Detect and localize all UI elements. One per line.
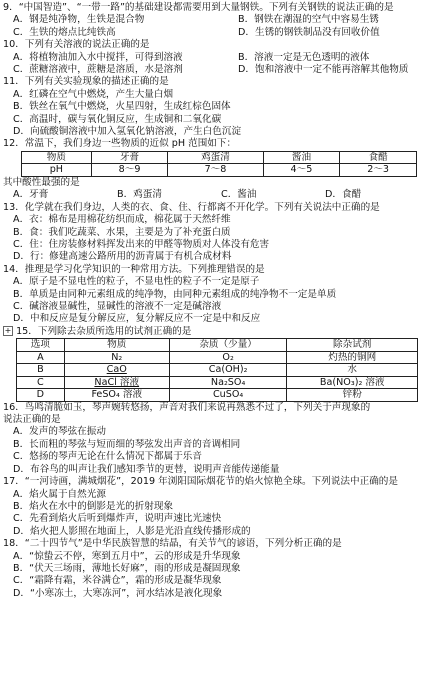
question-stem: 13．化学就在我们身边，人类的衣、食、住、行都离不开化学。下列有关说法中正确的是 (3, 201, 380, 213)
question-18 (3, 538, 443, 600)
option-c: C．蔗糖溶液中，蔗糖是溶质，水是溶剂 (13, 64, 183, 76)
impurity-table-cell: A (17, 351, 65, 364)
question-9 (3, 2, 443, 39)
ph-table-row (22, 164, 417, 177)
impurity-table-cell: Na₂SO₄ (169, 376, 287, 389)
impurity-table-header: 除杂试剂 (287, 339, 418, 352)
question-stem: 12．常温下，我们身边一些物质的近似 pH 范围如下： (3, 138, 237, 150)
impurity-table-header: 物质 (64, 339, 169, 352)
ph-table-header: 物质 (22, 151, 92, 164)
question-stem: 16．鸟鸣清脆如玉，琴声婉转悠扬，声音对我们来说再熟悉不过了，下列关于声现象的 (3, 401, 371, 413)
option-b: B．焰火在水中的倒影是光的折射现象 (13, 500, 174, 512)
question-stem: 9．“中国智造”、“一带一路”的基础建设都需要用到大量钢铁。下列有关钢铁的说法正确的是 (3, 2, 394, 13)
option-a: A．将植物油加入水中搅拌，可得到溶液 (13, 51, 183, 63)
option-c: C．碱溶液显碱性，显碱性的溶液不一定是碱溶液 (13, 300, 222, 312)
option-c: C．高温时，碳与氧化铜反应，生成铜和二氧化碳 (13, 113, 222, 125)
option-c: C．先看到焰火后听到爆炸声，说明声速比光速快 (13, 513, 222, 525)
question-stem: 10．下列有关溶液的说法正确的是 (3, 39, 150, 51)
option-b: B．长而粗的琴弦与短而细的琴弦发出声音的音调相同 (13, 438, 241, 450)
impurity-table-cell: D (17, 389, 65, 402)
option-d: D．行：修建高速公路所用的沥青属于有机合成材料 (13, 251, 232, 263)
ph-table-header: 鸡蛋清 (168, 151, 263, 164)
question-11 (3, 76, 443, 138)
option-b: B．鸡蛋清 (117, 189, 162, 201)
impurity-table-cell: CuSO₄ (169, 389, 287, 402)
question-sub-stem: 其中酸性最强的是 (3, 176, 80, 188)
question-stem: 18．“二十四节气”是中华民族智慧的结晶，有关节气的谚语，下列分析正确的是 (3, 538, 342, 550)
question-stem: 15．下列除去杂质所选用的试剂正确的是 (16, 325, 192, 337)
question-17 (3, 476, 443, 538)
question-13 (3, 202, 443, 264)
impurity-table-cell: Ba(NO₃)₂ 溶液 (287, 376, 418, 389)
impurity-table-header-row (17, 339, 418, 352)
question-12 (3, 138, 443, 201)
ph-table-cell: 7～8 (168, 164, 263, 177)
question-stem: 17．“一河诗画，满城烟花”，2019 年浏阳国际烟花节的焰火惊艳全球。下列说法中正确的是 (3, 476, 398, 488)
option-a: A．衣：棉布是用棉花纺织而成，棉花属于天然纤维 (13, 214, 231, 226)
impurity-table-row (17, 376, 418, 389)
option-a: A．钢是纯净物，生铁是混合物 (13, 14, 145, 26)
impurity-table-row (17, 364, 418, 377)
option-b: B．食：我们吃蔬菜、水果，主要是为了补充蛋白质 (13, 226, 231, 238)
option-d: D．焰火把人影照在地面上，人影是光沿直线传播形成的 (13, 525, 251, 537)
option-c: C．住：住房装修材料挥发出来的甲醛等物质对人体没有危害 (13, 238, 270, 250)
option-b: B．溶液一定是无色透明的液体 (238, 51, 370, 63)
impurity-table-cell: FeSO₄ 溶液 (64, 389, 169, 402)
impurity-table-header: 选项 (17, 339, 65, 352)
impurity-table-cell: Ca(OH)₂ (169, 364, 287, 377)
option-d: D．食醋 (325, 189, 362, 201)
ph-table-header: 牙膏 (91, 151, 168, 164)
option-d: D．中和反应是复分解反应，复分解反应不一定是中和反应 (13, 313, 261, 325)
impurity-table-cell: CaO (64, 364, 169, 377)
ph-table-cell: 8～9 (91, 164, 168, 177)
impurity-table-cell: O₂ (169, 351, 287, 364)
ph-table-cell: pH (22, 164, 92, 177)
ph-table-header: 食醋 (340, 151, 417, 164)
impurity-table (16, 338, 418, 402)
impurity-table-header: 杂质（少量） (169, 339, 287, 352)
option-b: B．铁丝在氧气中燃烧，火星四射，生成红棕色固体 (13, 101, 231, 113)
option-a: A．牙膏 (13, 189, 49, 201)
option-a: A．红磷在空气中燃烧，产生大量白烟 (13, 88, 174, 100)
option-a: A．焰火属于自然光源 (13, 488, 106, 500)
impurity-table-cell: 锌粉 (287, 389, 418, 402)
option-a: A．“惊蛰云不停，寒到五月中”，云的形成是升华现象 (13, 550, 241, 562)
impurity-table-cell: C (17, 376, 65, 389)
ph-table (21, 151, 417, 177)
ph-table-cell: 2～3 (340, 164, 417, 177)
table-anchor-icon[interactable]: + (4, 325, 12, 335)
option-b: B．“伏天三场雨，薄地长好麻”，雨的形成是凝固现象 (13, 562, 241, 574)
option-d: D．生锈的钢铁制品没有回收价值 (238, 26, 380, 38)
question-16 (3, 402, 443, 476)
question-10 (3, 39, 443, 76)
question-stem: 11．下列有关实验现象的描述正确的是 (3, 76, 169, 88)
impurity-table-row (17, 389, 418, 402)
question-14 (3, 264, 443, 326)
impurity-table-cell: B (17, 364, 65, 377)
option-c: C．生铁的熔点比纯铁高 (13, 26, 116, 38)
ph-table-header: 酱油 (263, 151, 340, 164)
option-a: A．发声的琴弦在振动 (13, 426, 106, 438)
option-c: C．酱油 (221, 189, 257, 201)
impurity-table-cell: 灼热的铜网 (287, 351, 418, 364)
question-stem-continued: 说法正确的是 (3, 414, 61, 426)
option-c: C．悠扬的琴声无论在什么情况下都属于乐音 (13, 451, 202, 463)
impurity-table-cell: NaCl 溶液 (64, 376, 169, 389)
option-c: C．“霜降有霜，米谷满仓”，霜的形成是凝华现象 (13, 575, 222, 587)
option-d: D．饱和溶液中一定不能再溶解其他物质 (238, 64, 409, 76)
question-stem: 14．推理是学习化学知识的一种常用方法。下列推理错误的是 (3, 263, 265, 275)
option-b: B．单质是由同种元素组成的纯净物，由同种元素组成的纯净物不一定是单质 (13, 288, 337, 300)
ph-table-header-row (22, 151, 417, 164)
option-b: B．钢铁在潮湿的空气中容易生锈 (238, 14, 379, 26)
option-d: D．向硫酸铜溶液中加入氢氧化钠溶液，产生白色沉淀 (13, 126, 242, 138)
option-d: D．“小寒冻土，大寒冻河”，河水结冰是液化现象 (13, 587, 223, 599)
option-d: D．布谷鸟的叫声让我们感知季节的更替，说明声音能传递能量 (13, 463, 280, 475)
ph-table-cell: 4～5 (263, 164, 340, 177)
impurity-table-cell: 水 (287, 364, 418, 377)
question-15 (3, 326, 443, 402)
impurity-table-cell: N₂ (64, 351, 169, 364)
impurity-table-row (17, 351, 418, 364)
option-a: A．原子是不显电性的粒子，不显电性的粒子不一定是原子 (13, 276, 260, 288)
